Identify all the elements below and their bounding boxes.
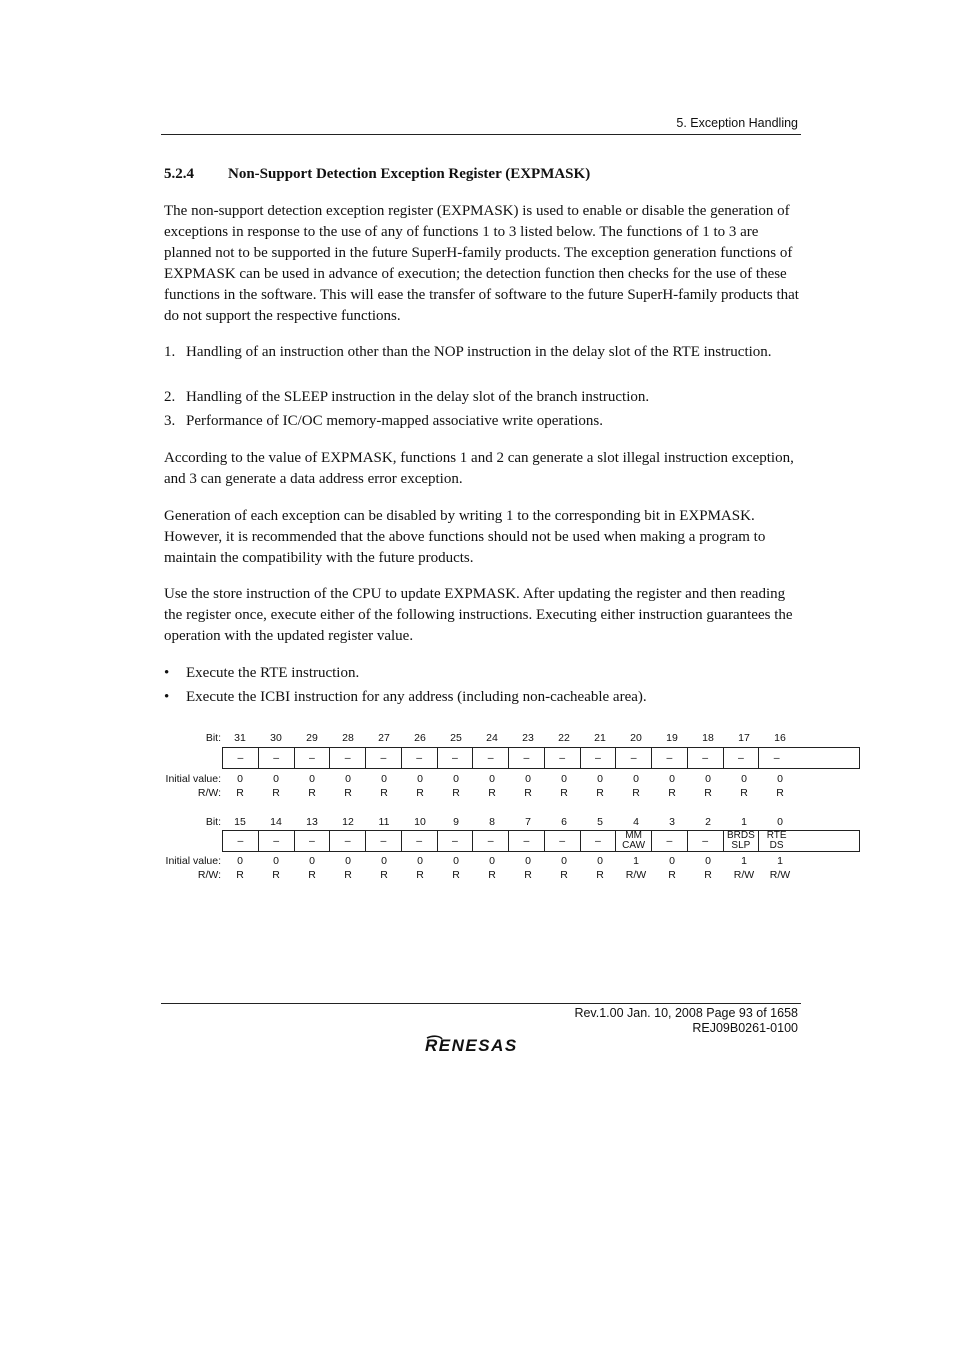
- register-cell: 18: [702, 732, 714, 744]
- list-text: Handling of an instruction other than the NOP instruction in the delay slot of the RTE instruction.: [186, 344, 772, 360]
- logo-wordmark: RENESAS: [425, 1036, 518, 1055]
- bit-name-cell: –: [330, 831, 366, 851]
- rw-label: R/W:: [197, 869, 221, 881]
- register-cell: R: [236, 869, 244, 881]
- register-cell: 0: [381, 855, 387, 867]
- bit-name-cell: –: [438, 831, 474, 851]
- register-cell: 10: [414, 816, 426, 828]
- register-cell: 0: [417, 855, 423, 867]
- register-cell: R: [272, 869, 280, 881]
- bit-name-cell: –: [773, 752, 780, 764]
- register-cell: 0: [309, 855, 315, 867]
- register-cell: 26: [414, 732, 426, 744]
- register-cell: R: [416, 869, 424, 881]
- bit-name-cell: –: [259, 748, 295, 768]
- register-cell: R: [596, 787, 604, 799]
- list-text: Performance of IC/OC memory-mapped associative write operations.: [186, 413, 603, 429]
- register-cell: 17: [738, 732, 750, 744]
- list-number: 3.: [164, 413, 176, 429]
- register-cell: R: [308, 869, 316, 881]
- register-cell: 0: [453, 855, 459, 867]
- register-cell: 0: [777, 773, 783, 785]
- register-cell: 0: [489, 855, 495, 867]
- bit-name-cell: –: [509, 831, 545, 851]
- bit-name-cell: –: [223, 748, 259, 768]
- running-header: 5. Exception Handling: [676, 116, 798, 130]
- register-cell: 31: [234, 732, 246, 744]
- header-rule: [161, 134, 801, 135]
- bit-name-cell: –: [402, 748, 438, 768]
- bit-name-cell: –: [223, 831, 259, 851]
- register-cell: 0: [309, 773, 315, 785]
- bit-name-cell: –: [688, 748, 724, 768]
- register-cell: 12: [342, 816, 354, 828]
- bit-name-cell: –: [688, 831, 724, 851]
- bit-name-cell: –: [652, 831, 688, 851]
- register-cell: 0: [273, 773, 279, 785]
- section-number: 5.2.4: [164, 166, 194, 182]
- register-cell: 14: [270, 816, 282, 828]
- register-cell: 1: [633, 855, 639, 867]
- renesas-logo: [424, 1034, 542, 1056]
- register-cell: 20: [630, 732, 642, 744]
- register-cell: 0: [381, 773, 387, 785]
- register-cell: 30: [270, 732, 282, 744]
- register-cell: R/W: [625, 869, 647, 881]
- bit-name-cell: –: [473, 831, 509, 851]
- rw-label: R/W:: [197, 787, 221, 799]
- bit-name-cell: –: [438, 748, 474, 768]
- list-item: [164, 387, 800, 408]
- register-cell: 9: [453, 816, 459, 828]
- register-cell: 8: [489, 816, 495, 828]
- bit-name-cell: –: [366, 831, 402, 851]
- bit-name-cell: –: [295, 831, 331, 851]
- register-cell: R: [452, 787, 460, 799]
- register-cell: 0: [525, 773, 531, 785]
- register-cell: 3: [669, 816, 675, 828]
- register-cell: R: [416, 787, 424, 799]
- register-cell: R: [596, 869, 604, 881]
- bullet-text: Execute the RTE instruction.: [186, 665, 360, 681]
- bit-name-cell: –: [616, 748, 652, 768]
- bit-name-cell: MM CAW: [616, 831, 652, 851]
- bit-name-cell: –: [366, 748, 402, 768]
- register-cell: 0: [705, 855, 711, 867]
- bullet-text: Execute the ICBI instruction for any address (including non-cacheable area).: [186, 689, 647, 705]
- paragraph-exceptions: According to the value of EXPMASK, functions 1 and 2 can generate a slot illegal instruction exception, and 3 can generate a data address error exception.: [164, 450, 794, 487]
- bit-name-cell: –: [545, 831, 581, 851]
- bit-name-box: [222, 747, 860, 769]
- register-cell: 7: [525, 816, 531, 828]
- register-cell: R: [524, 787, 532, 799]
- list-item: [164, 342, 800, 363]
- document-number: REJ09B0261-0100: [692, 1021, 798, 1035]
- register-cell: 11: [378, 816, 390, 828]
- register-cell: 24: [486, 732, 498, 744]
- register-cell: 0: [633, 773, 639, 785]
- bit-name-cell: –: [581, 831, 617, 851]
- register-cell: R: [776, 787, 784, 799]
- list-item: [164, 411, 800, 432]
- register-cell: R: [560, 787, 568, 799]
- register-cell: R: [704, 869, 712, 881]
- list-text: Handling of the SLEEP instruction in the delay slot of the branch instruction.: [186, 389, 650, 405]
- register-cell: 0: [705, 773, 711, 785]
- register-cell: R: [740, 787, 748, 799]
- bit-name-cell: BRDS SLP: [724, 831, 760, 851]
- bit-label: Bit:: [205, 816, 221, 828]
- register-cell: 0: [561, 773, 567, 785]
- register-cell: 0: [345, 773, 351, 785]
- register-cell: 1: [777, 855, 783, 867]
- register-cell: R: [632, 787, 640, 799]
- bullet-item: [164, 687, 800, 708]
- bit-name-cell: –: [652, 748, 688, 768]
- register-cell: R: [344, 869, 352, 881]
- bit-label: Bit:: [205, 732, 221, 744]
- register-cell: R: [488, 787, 496, 799]
- register-cell: 27: [378, 732, 390, 744]
- section-title: Non-Support Detection Exception Register (EXPMASK): [228, 166, 591, 182]
- register-cell: 4: [633, 816, 639, 828]
- register-cell: 15: [234, 816, 246, 828]
- register-cell: R/W: [769, 869, 791, 881]
- bit-name-cell: –: [330, 748, 366, 768]
- initial-label: Initial value:: [165, 773, 221, 785]
- register-cell: 0: [417, 773, 423, 785]
- register-cell: R: [308, 787, 316, 799]
- paragraph-update: Use the store instruction of the CPU to update EXPMASK. After updating the register and then reading the register once, execute either of the following instructions. Executing either instruction guarantees the operation with the updated register value.: [164, 586, 793, 644]
- register-cell: R: [380, 869, 388, 881]
- register-cell: 28: [342, 732, 354, 744]
- register-cell: R: [560, 869, 568, 881]
- paragraph-intro: The non-support detection exception register (EXPMASK) is used to enable or disable the generation of exceptions in response to the use of any of functions 1 to 3 listed below. The functions of 1 to 3 are planned not to be supported in the future SuperH-family products. The exception generation functions of EXPMASK can be used in advance of execution; the detection function then checks for the use of these functions in the software. This will ease the transfer of software to the future SuperH-family products that do not support the respective functions.: [164, 203, 799, 324]
- register-cell: R: [272, 787, 280, 799]
- register-cell: 25: [450, 732, 462, 744]
- register-cell: 0: [777, 816, 783, 828]
- register-cell: 0: [597, 773, 603, 785]
- register-cell: 0: [669, 773, 675, 785]
- register-cell: 16: [774, 732, 786, 744]
- paragraph-disable: Generation of each exception can be disabled by writing 1 to the corresponding bit in EXPMASK. However, it is recommended that the above functions should not be used when making a program to maintain the compatibility with the future products.: [164, 508, 766, 566]
- bit-name-cell: RTE DS: [766, 830, 787, 851]
- section-heading: [164, 166, 590, 183]
- register-cell: 0: [237, 855, 243, 867]
- list-number: 2.: [164, 389, 176, 405]
- bit-name-cell: –: [581, 748, 617, 768]
- register-cell: 19: [666, 732, 678, 744]
- register-cell: R: [488, 869, 496, 881]
- bit-name-cell: –: [402, 831, 438, 851]
- register-cell: 0: [345, 855, 351, 867]
- register-cell: 0: [453, 773, 459, 785]
- register-cell: R: [380, 787, 388, 799]
- register-cell: 1: [741, 855, 747, 867]
- bit-name-cell: –: [724, 748, 760, 768]
- register-cell: 6: [561, 816, 567, 828]
- register-cell: 23: [522, 732, 534, 744]
- register-cell: 0: [489, 773, 495, 785]
- register-cell: 0: [525, 855, 531, 867]
- revision-text: Rev.1.00 Jan. 10, 2008 Page 93 of 1658: [574, 1006, 798, 1020]
- register-cell: R: [452, 869, 460, 881]
- register-cell: 0: [273, 855, 279, 867]
- bit-name-cell: –: [473, 748, 509, 768]
- register-cell: 0: [669, 855, 675, 867]
- register-cell: R: [704, 787, 712, 799]
- register-cell: 29: [306, 732, 318, 744]
- bit-name-cell: –: [259, 831, 295, 851]
- footer-info: [574, 1006, 798, 1036]
- list-number: 1.: [164, 344, 176, 360]
- register-cell: 0: [741, 773, 747, 785]
- register-cell: 1: [741, 816, 747, 828]
- register-cell: 13: [306, 816, 318, 828]
- register-cell: 21: [594, 732, 606, 744]
- register-cell: 0: [561, 855, 567, 867]
- bullet-icon: •: [164, 665, 170, 681]
- bullet-item: [164, 663, 800, 684]
- footer-rule: [161, 1003, 801, 1004]
- bit-name-box: [222, 830, 860, 852]
- register-cell: R: [524, 869, 532, 881]
- register-cell: R: [344, 787, 352, 799]
- register-cell: R: [668, 787, 676, 799]
- register-cell: 2: [705, 816, 711, 828]
- bit-name-cell: –: [545, 748, 581, 768]
- register-cell: 0: [237, 773, 243, 785]
- bullet-icon: •: [164, 689, 170, 705]
- register-cell: 5: [597, 816, 603, 828]
- register-cell: 22: [558, 732, 570, 744]
- register-cell: R/W: [733, 869, 755, 881]
- register-cell: 0: [597, 855, 603, 867]
- register-cell: R: [668, 869, 676, 881]
- bit-name-cell: –: [509, 748, 545, 768]
- register-cell: R: [236, 787, 244, 799]
- bit-name-cell: –: [295, 748, 331, 768]
- initial-label: Initial value:: [165, 855, 221, 867]
